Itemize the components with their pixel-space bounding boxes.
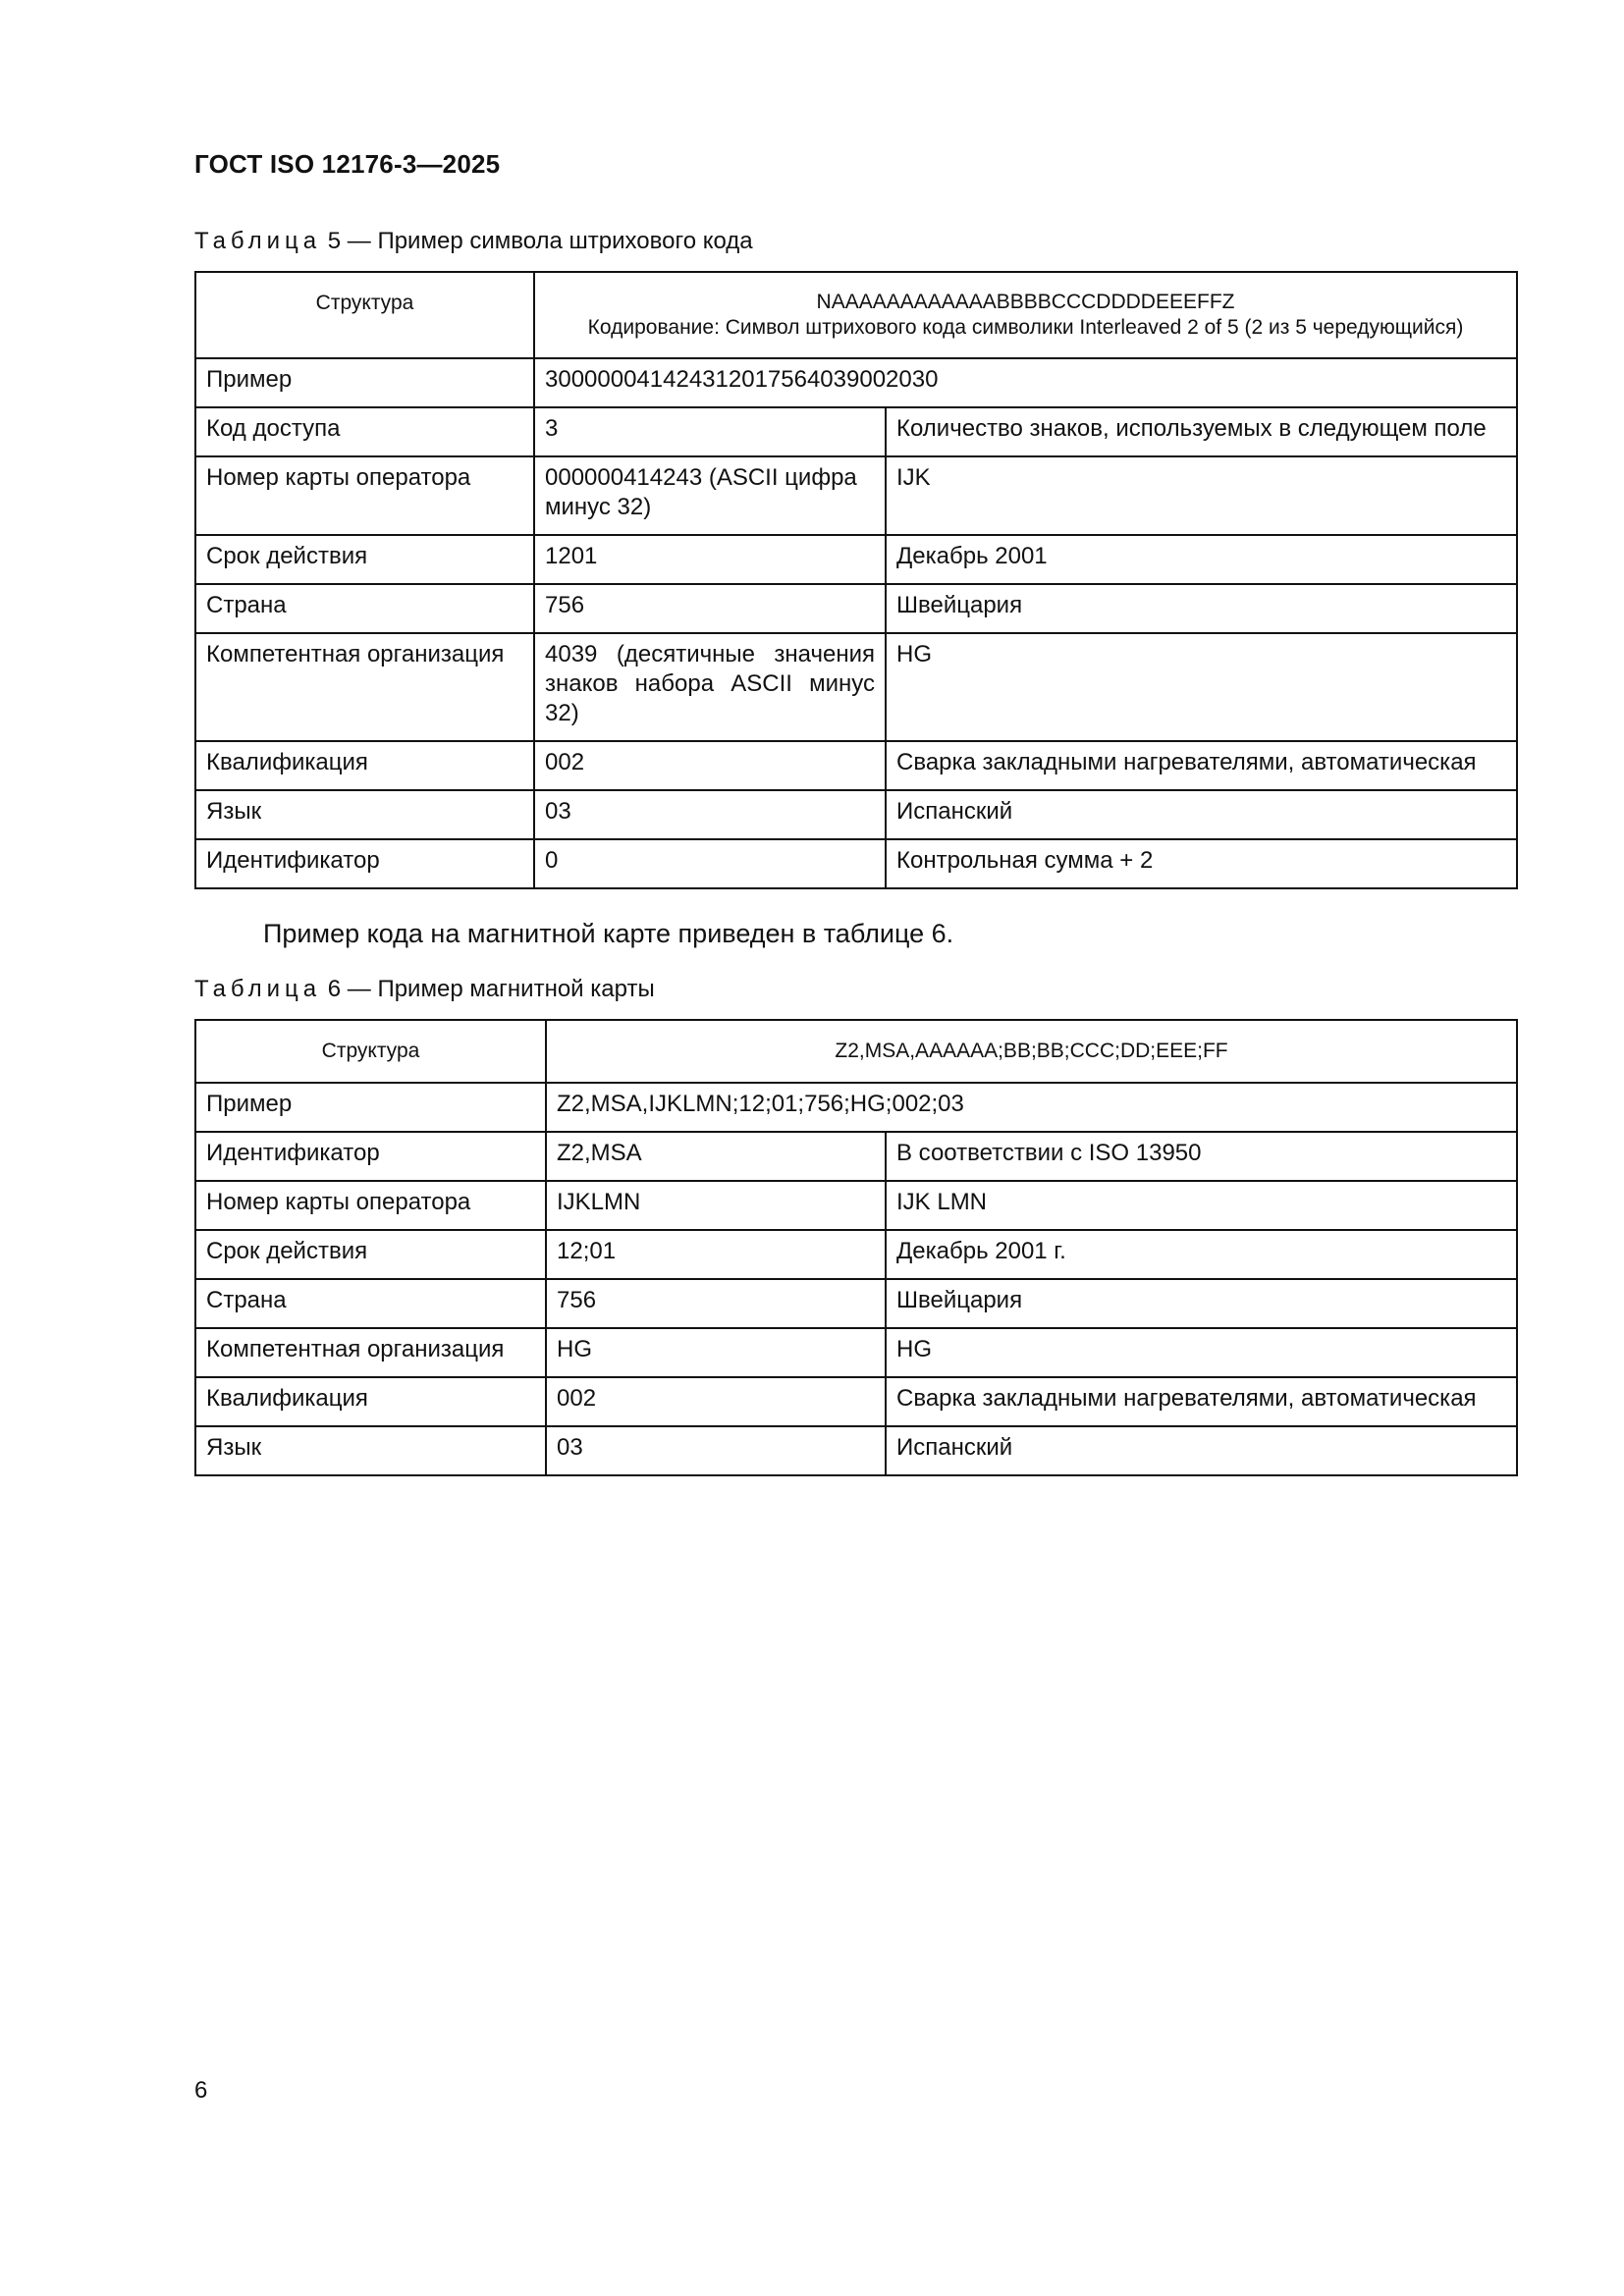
table5-caption	[194, 228, 753, 255]
row-label: Квалификация	[195, 1377, 546, 1426]
row-value: 002	[546, 1377, 886, 1426]
row-value: 1201	[534, 535, 886, 584]
row-value: 002	[534, 741, 886, 790]
table-row	[195, 1328, 1517, 1377]
row-label: Срок действия	[195, 1230, 546, 1279]
row-value: 000000414243 (ASCII цифра минус 32)	[534, 456, 886, 535]
table-row	[195, 1132, 1517, 1181]
row-label: Идентификатор	[195, 1132, 546, 1181]
row-meaning: HG	[886, 633, 1517, 741]
row-label: Срок действия	[195, 535, 534, 584]
document-header: ГОСТ ISO 12176-3—2025	[194, 149, 501, 179]
row-value: IJKLMN	[546, 1181, 886, 1230]
table-row	[195, 407, 1517, 456]
table5-example-value: 300000041424312017564039002030	[534, 358, 1517, 407]
table-row	[195, 839, 1517, 888]
table6-structure-code: Z2,MSA,AAAAAA;BB;BB;CCC;DD;EEE;FF	[546, 1020, 1517, 1083]
table-row	[195, 790, 1517, 839]
table5-structure-code: NAAAAAAAAAAAABBBBCCCDDDDEEEFFZ	[816, 291, 1235, 313]
table5-example-row	[195, 358, 1517, 407]
row-meaning: В соответствии с ISO 13950	[886, 1132, 1517, 1181]
row-label: Компетентная организация	[195, 1328, 546, 1377]
row-label: Идентификатор	[195, 839, 534, 888]
row-meaning: Испанский	[886, 790, 1517, 839]
table6-example-value: Z2,MSA,IJKLMN;12;01;756;HG;002;03	[546, 1083, 1517, 1132]
row-label: Страна	[195, 584, 534, 633]
row-meaning: Швейцария	[886, 1279, 1517, 1328]
row-meaning: Испанский	[886, 1426, 1517, 1475]
page-number: 6	[194, 2077, 208, 2104]
table-row	[195, 584, 1517, 633]
table6-caption-prefix: Таблица	[194, 976, 322, 1002]
row-meaning: HG	[886, 1328, 1517, 1377]
table-row	[195, 1181, 1517, 1230]
row-meaning: Швейцария	[886, 584, 1517, 633]
table5-structure-row	[195, 272, 1517, 358]
row-label: Язык	[195, 1426, 546, 1475]
row-value: 3	[534, 407, 886, 456]
row-meaning: IJK LMN	[886, 1181, 1517, 1230]
row-meaning: Контрольная сумма + 2	[886, 839, 1517, 888]
table5-structure-cell	[534, 272, 1517, 358]
row-label: Компетентная организация	[195, 633, 534, 741]
row-meaning: IJK	[886, 456, 1517, 535]
row-value: 756	[546, 1279, 886, 1328]
table6	[194, 1019, 1518, 1476]
row-value: 03	[534, 790, 886, 839]
row-value: 4039 (десятичные значения знаков набора ASCII минус 32)	[534, 633, 886, 741]
table-row	[195, 456, 1517, 535]
row-label: Номер карты оператора	[195, 456, 534, 535]
table-row	[195, 1279, 1517, 1328]
table5-caption-prefix: Таблица	[194, 228, 322, 254]
table5-example-label: Пример	[195, 358, 534, 407]
row-meaning: Декабрь 2001 г.	[886, 1230, 1517, 1279]
table5-structure-label: Структура	[195, 272, 534, 358]
table6-structure-label: Структура	[195, 1020, 546, 1083]
table-row	[195, 535, 1517, 584]
table5-structure-encoding: Кодирование: Символ штрихового кода символики Interleaved 2 of 5 (2 из 5 чередующийся)	[587, 316, 1464, 339]
row-meaning: Декабрь 2001	[886, 535, 1517, 584]
table6-caption-title: 6 — Пример магнитной карты	[321, 976, 655, 1002]
row-value: 12;01	[546, 1230, 886, 1279]
table-row	[195, 741, 1517, 790]
row-value: 03	[546, 1426, 886, 1475]
row-meaning: Количество знаков, используемых в следующем поле	[886, 407, 1517, 456]
row-label: Квалификация	[195, 741, 534, 790]
row-meaning: Сварка закладными нагревателями, автоматическая	[886, 741, 1517, 790]
table6-example-label: Пример	[195, 1083, 546, 1132]
table-row	[195, 1377, 1517, 1426]
row-meaning: Сварка закладными нагревателями, автоматическая	[886, 1377, 1517, 1426]
table6-structure-row	[195, 1020, 1517, 1083]
table5	[194, 271, 1518, 889]
row-value: 756	[534, 584, 886, 633]
row-label: Страна	[195, 1279, 546, 1328]
table-row	[195, 633, 1517, 741]
table6-caption	[194, 976, 655, 1003]
row-label: Номер карты оператора	[195, 1181, 546, 1230]
table-row	[195, 1426, 1517, 1475]
row-value: HG	[546, 1328, 886, 1377]
row-label: Код доступа	[195, 407, 534, 456]
row-label: Язык	[195, 790, 534, 839]
row-value: Z2,MSA	[546, 1132, 886, 1181]
body-paragraph: Пример кода на магнитной карте приведен в таблице 6.	[263, 919, 954, 948]
table5-caption-title: 5 — Пример символа штрихового кода	[321, 228, 753, 254]
table-row	[195, 1230, 1517, 1279]
row-value: 0	[534, 839, 886, 888]
table6-example-row	[195, 1083, 1517, 1132]
